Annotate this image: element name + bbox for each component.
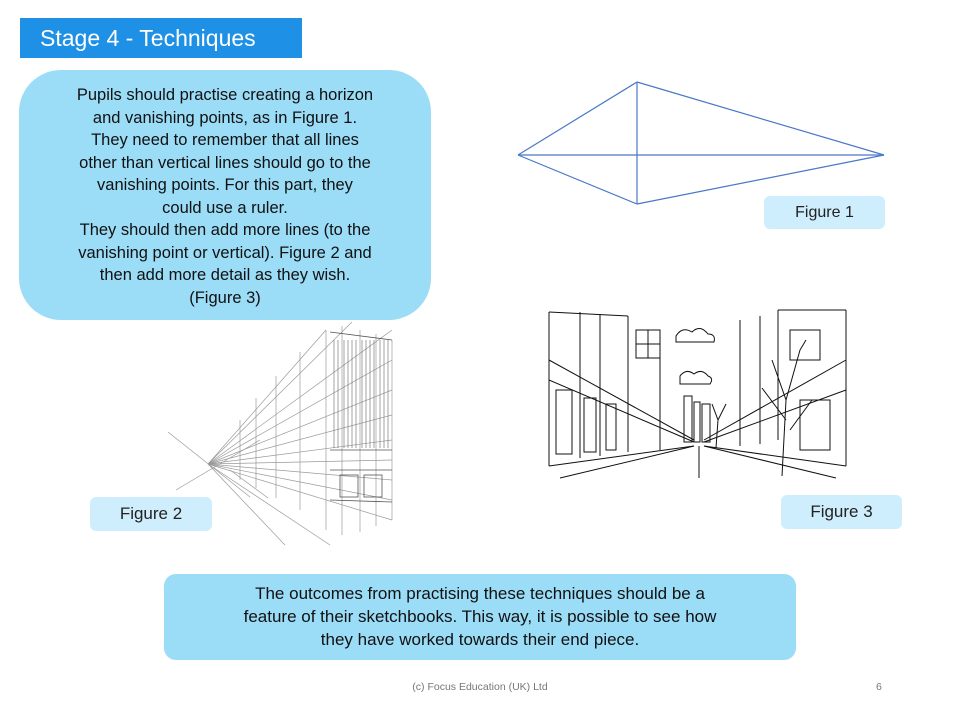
instruction-line: They need to remember that all lines [91, 131, 359, 149]
instruction-line: vanishing points. For this part, they [97, 176, 353, 194]
outcome-bubble [164, 574, 796, 660]
outcome-line: feature of their sketchbooks. This way, it is possible to see how [243, 607, 717, 626]
instruction-line: (Figure 3) [189, 288, 261, 307]
slide-title: Stage 4 - Techniques [20, 18, 302, 58]
instruction-line: vanishing point or vertical). Figure 2 and [78, 243, 372, 262]
instruction-line: could use a ruler. [162, 198, 288, 217]
figure3-label: Figure 3 [781, 495, 902, 529]
instruction-line: Pupils should practise creating a horizon [76, 86, 374, 104]
footer-copyright: (c) Focus Education (UK) Ltd [412, 681, 548, 693]
instruction-line: and vanishing points, as in Figure 1. [92, 108, 358, 127]
instruction-line: then add more detail as they wish. [99, 266, 351, 284]
page-number: 6 [876, 681, 882, 693]
instruction-line: They should then add more lines (to the [79, 221, 371, 239]
figure1-label: Figure 1 [764, 196, 885, 229]
figure2-label: Figure 2 [90, 497, 212, 531]
instruction-line: other than vertical lines should go to the [79, 153, 371, 172]
outcome-line: The outcomes from practising these techniques should be a [255, 584, 705, 603]
outcome-line: they have worked towards their end piece. [320, 630, 640, 649]
